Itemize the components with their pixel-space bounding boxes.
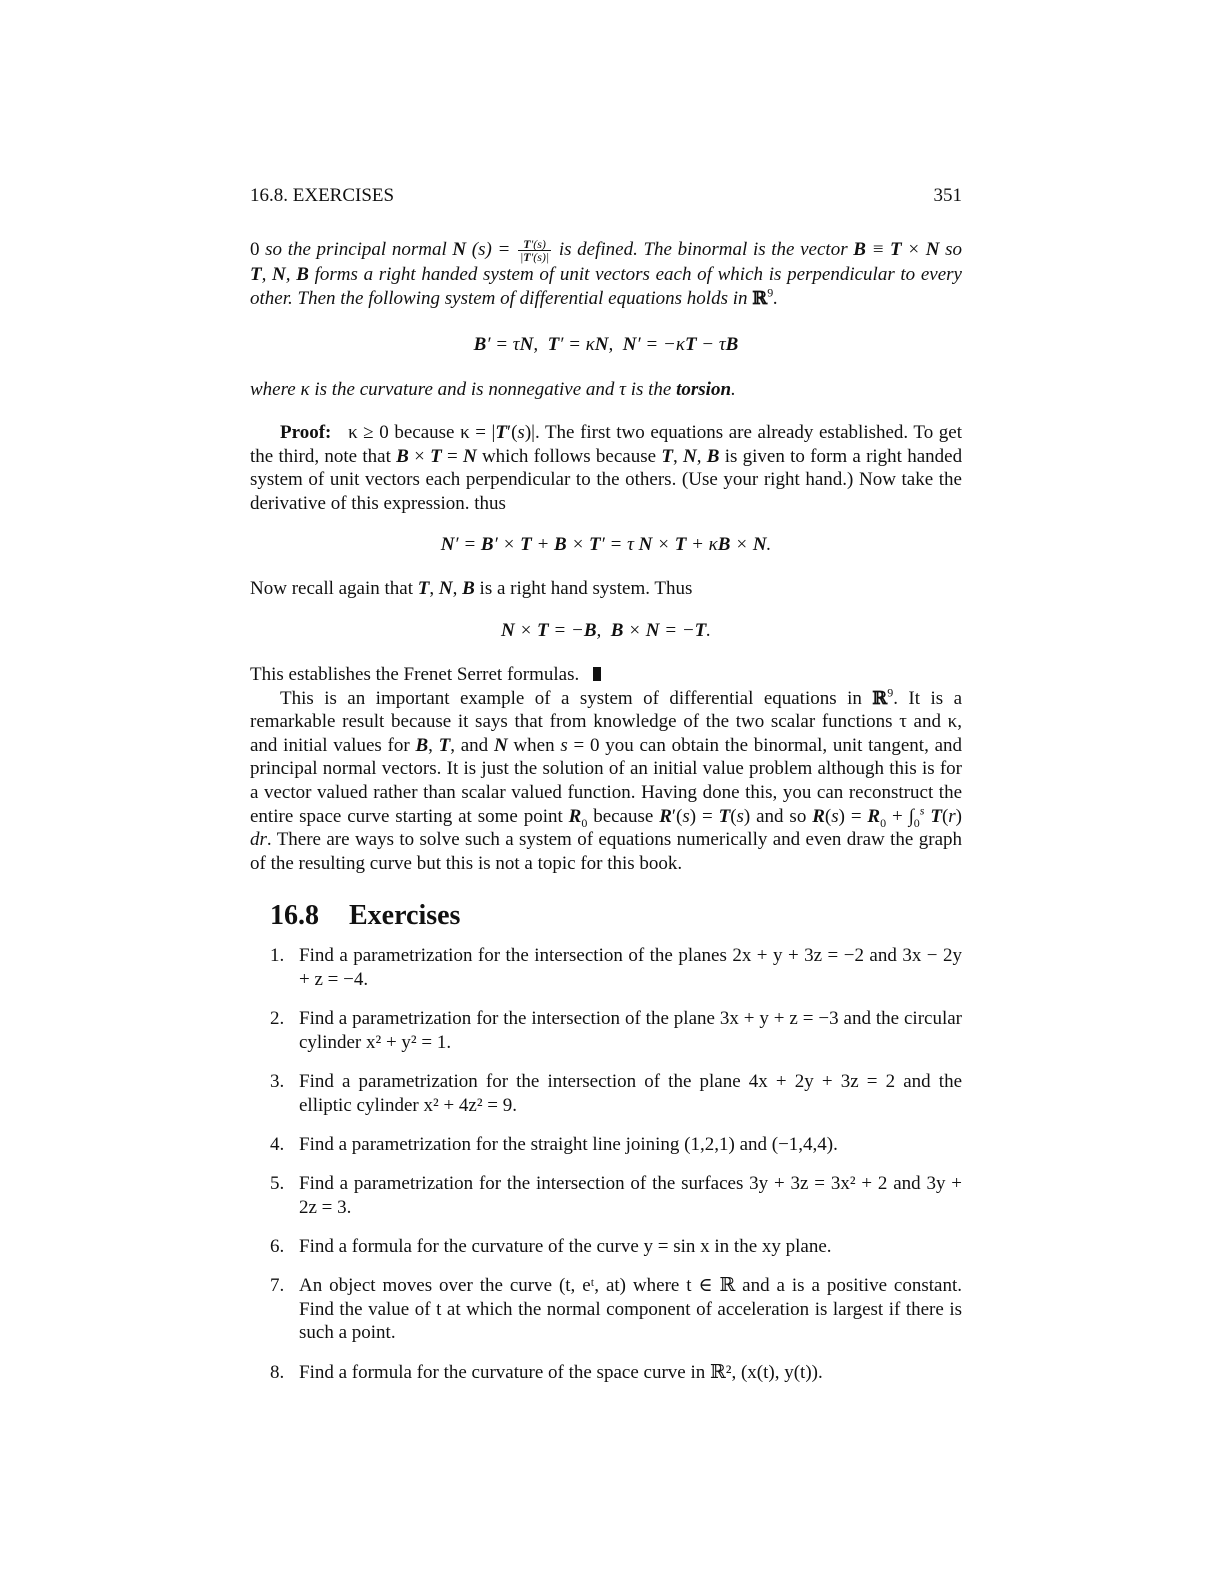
frenet-equations: B′ = τN, T′ = κN, N′ = −κT − τB	[473, 334, 739, 355]
exercise-1: 1. Find a parametrization for the intersection of the planes 2x + y + 3z = −2 and 3x − 2y + z = −4.	[270, 945, 962, 990]
header-section: 16.8. EXERCISES	[250, 185, 395, 206]
fraction: $\frac{T'(s)}{|T'(s)|}$	[519, 237, 550, 265]
proof-paragraph: Proof: κ ≥ 0 because κ = |T′(s)|. The first two equations are already established. To get the third, note that B × T = N which follows because T, N, B is given to form a right handed system of unit vectors each perpendicular to the others. (Use your right hand.) Now take the derivative of this expression. thus	[250, 422, 963, 514]
proof-label: Proof:	[280, 422, 332, 443]
theorem-text: 0 so the principal normal N (s) = $\frac{T'(s)}{|T'(s)|}$ is defined. The binormal is the vector B ≡ T × N so T, N, B forms a right handed system of unit vectors each of which is perpendicular to every other. Then the following system of differential equations holds in ℝ$^9$.	[250, 237, 963, 309]
running-header	[250, 185, 962, 207]
exercise-6: 6. Find a formula for the curvature of the curve y = sin x in the xy plane.	[270, 1236, 832, 1257]
torsion-definition: where κ is the curvature and is nonnegative and τ is the torsion.	[250, 379, 736, 400]
page-number: 351	[933, 185, 962, 206]
torsion-term: torsion	[676, 379, 732, 400]
closing-paragraph: This establishes the Frenet Serret formulas. This is an important example of a system of differential equations in ℝ$^9$. It is a remarkable result because it says that from knowledge of the two scalar functions τ and κ, and initial values for B, T, and N when s = 0 you can obtain the binormal, unit tangent, and principal normal vectors. It is just the solution of an initial value problem although this is for a vector valued rather than scalar valued function. Having done this, you can reconstruct the entire space curve starting at some point $R_0$ because R′(s) = T(s) and so $R(s) = R_0 + \int_0^s$ T(r) dr. There are ways to solve such a system of equations numerically and even draw the graph of the resulting curve but this is not a topic for this book.	[250, 664, 963, 874]
section-heading: 16.8 Exercises	[270, 900, 461, 931]
qed-symbol	[593, 667, 601, 681]
exercise-4: 4. Find a parametrization for the straight line joining (1,2,1) and (−1,4,4).	[270, 1134, 838, 1155]
exercise-7: 7. An object moves over the curve (t, eᵗ, at) where t ∈ ℝ and a is a positive constant. Find the value of t at which the normal component of acceleration is largest if there is such a point.	[270, 1275, 962, 1344]
recall-line: Now recall again that T, N, B is a right hand system. Thus	[250, 578, 693, 599]
exercise-2: 2. Find a parametrization for the intersection of the plane 3x + y + z = −3 and the circular cylinder x² + y² = 1.	[270, 1008, 962, 1053]
cross-product-equation: N × T = −B, B × N = −T.	[500, 620, 712, 641]
exercise-8: 8. Find a formula for the curvature of the space curve in ℝ², (x(t), y(t)).	[270, 1362, 823, 1383]
exercise-3: 3. Find a parametrization for the intersection of the plane 4x + 2y + 3z = 2 and the elliptic cylinder x² + 4z² = 9.	[270, 1071, 962, 1116]
exercise-5: 5. Find a parametrization for the intersection of the surfaces 3y + 3z = 3x² + 2 and 3y + 2z = 3.	[270, 1173, 962, 1218]
derivative-equation: N′ = B′ × T + B × T′ = τ N × T + κB × N.	[440, 534, 772, 555]
